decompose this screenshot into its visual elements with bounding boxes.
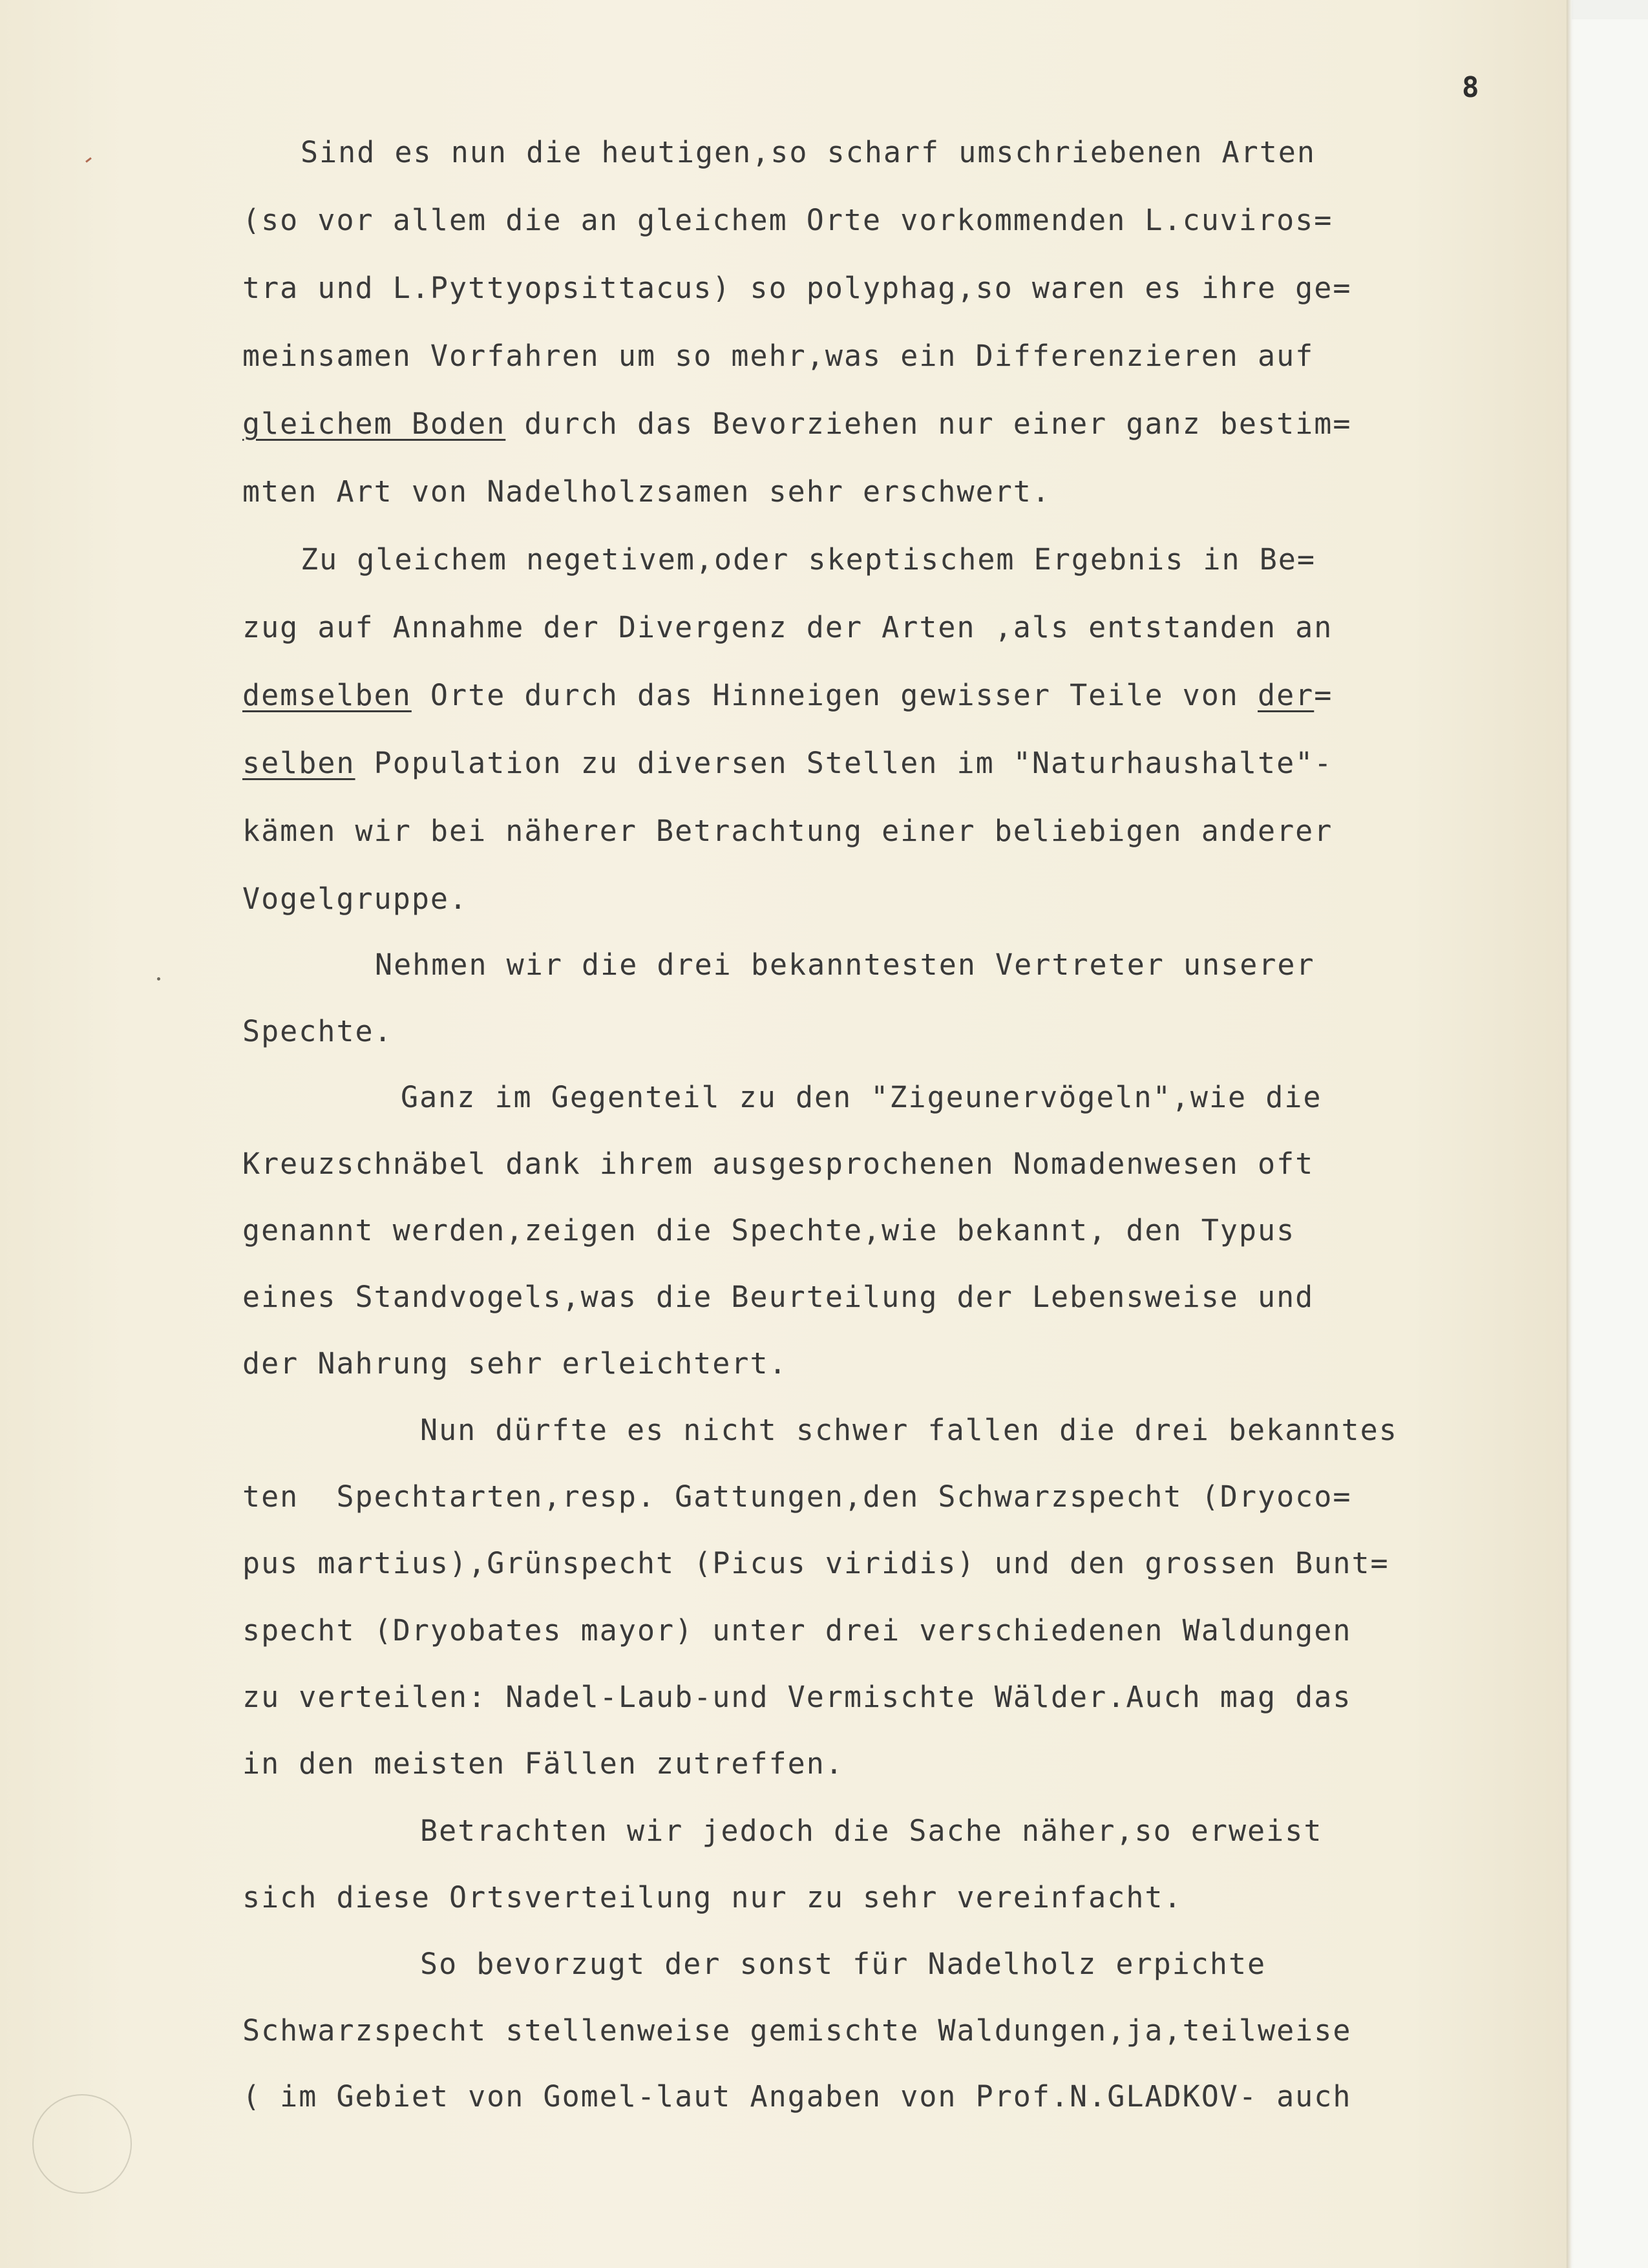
text-line: [242, 203, 1333, 237]
text-span: eines Standvogels,was die Beurteilung der Lebensweise und: [242, 1280, 1315, 1314]
text-line: [242, 2013, 1352, 2048]
underlined-word: selben: [242, 746, 355, 780]
text-line: [242, 1546, 1389, 1580]
page-number: 8: [1462, 71, 1479, 104]
text-span: Zu gleichem negetivem,oder skeptischem Ergebnis in Be=: [301, 542, 1316, 577]
text-line: [301, 135, 1316, 169]
text-span: ten Spechtarten,resp. Gattungen,den Schwarzspecht (Dryoco=: [242, 1479, 1352, 1514]
text-line: [242, 1346, 788, 1381]
text-span: pus martius),Grünspecht (Picus viridis) und den grossen Bunt=: [242, 1546, 1389, 1580]
text-line: [420, 1814, 1323, 1848]
text-span: Population zu diversen Stellen im "Naturhaushalte"-: [355, 746, 1333, 780]
text-span: Betrachten wir jedoch die Sache näher,so erweist: [420, 1814, 1323, 1848]
text-span: Spechte.: [242, 1014, 393, 1048]
underlined-word: der: [1258, 678, 1315, 712]
text-line: [401, 1080, 1322, 1114]
text-span: So bevorzugt der sonst für Nadelholz erpichte: [420, 1947, 1267, 1981]
text-line: [242, 882, 469, 916]
text-line: [242, 1613, 1352, 1648]
text-span: genannt werden,zeigen die Spechte,wie bekannt, den Typus: [242, 1213, 1296, 1247]
text-line: [242, 1280, 1315, 1314]
text-span: =: [1314, 678, 1333, 712]
text-span: ( im Gebiet von Gomel-laut Angaben von Prof.N.GLADKOV- auch: [242, 2079, 1352, 2114]
text-line: [242, 814, 1333, 848]
text-line: [242, 339, 1315, 373]
text-span: specht (Dryobates mayor) unter drei verschiedenen Waldungen: [242, 1613, 1352, 1648]
text-span: Kreuzschnäbel dank ihrem ausgesprochenen Nomadenwesen oft: [242, 1147, 1315, 1181]
underlined-word: gleichem Boden: [242, 407, 506, 441]
text-line: [242, 474, 1051, 509]
text-line: [242, 1014, 393, 1048]
text-span: sich diese Ortsverteilung nur zu sehr vereinfacht.: [242, 1880, 1183, 1914]
text-span: Nun dürfte es nicht schwer fallen die drei bekanntes: [420, 1413, 1398, 1447]
text-line: [420, 1415, 1398, 1445]
text-span: (so vor allem die an gleichem Orte vorkommenden L.cuviros=: [242, 203, 1333, 237]
text-line: [242, 1682, 1351, 1712]
text-line: [242, 1880, 1183, 1914]
underlined-word: demselben: [242, 678, 412, 712]
text-span: tra und L.Pyttyopsittacus) so polyphag,so waren es ihre ge=: [242, 271, 1352, 305]
text-line: [242, 678, 1333, 712]
text-span: zu verteilen: Nadel-Laub-und Vermischte Wälder.Auch mag das: [242, 1680, 1352, 1714]
text-line: [242, 610, 1333, 644]
text-line: [242, 1479, 1352, 1514]
text-line: [242, 1213, 1296, 1247]
text-line: [242, 407, 1352, 441]
text-span: Orte durch das Hinneigen gewisser Teile von: [411, 678, 1258, 712]
page-edge: [1567, 0, 1572, 2268]
text-span: Schwarzspecht stellenweise gemischte Waldungen,ja,teilweise: [242, 2013, 1352, 2048]
text-span: durch das Bevorziehen nur einer ganz bestim=: [505, 407, 1352, 441]
ink-speck: [157, 977, 160, 980]
text-line: [242, 1147, 1315, 1181]
text-span: der Nahrung sehr erleichtert.: [242, 1346, 788, 1381]
text-line: [375, 948, 1315, 982]
text-line: [301, 542, 1316, 577]
text-line: [420, 1947, 1267, 1981]
text-span: in den meisten Fällen zutreffen.: [242, 1746, 844, 1781]
text-span: Nehmen wir die drei bekanntesten Vertreter unserer: [375, 948, 1315, 982]
text-span: zug auf Annahme der Divergenz der Arten ,als entstanden an: [242, 610, 1333, 644]
text-line: [242, 2079, 1352, 2114]
text-span: kämen wir bei näherer Betrachtung einer beliebigen anderer: [242, 814, 1333, 848]
text-line: [242, 1746, 844, 1781]
text-line: [242, 271, 1352, 305]
text-span: Vogelgruppe.: [242, 882, 469, 916]
text-span: Ganz im Gegenteil zu den "Zigeunervögeln",wie die: [401, 1080, 1322, 1114]
text-span: meinsamen Vorfahren um so mehr,was ein Differenzieren auf: [242, 339, 1315, 373]
text-line: [242, 748, 1333, 778]
faint-stamp-impression: [32, 2094, 132, 2194]
text-span: Sind es nun die heutigen,so scharf umschriebenen Arten: [301, 135, 1316, 169]
text-span: mten Art von Nadelholzsamen sehr erschwert.: [242, 474, 1051, 509]
